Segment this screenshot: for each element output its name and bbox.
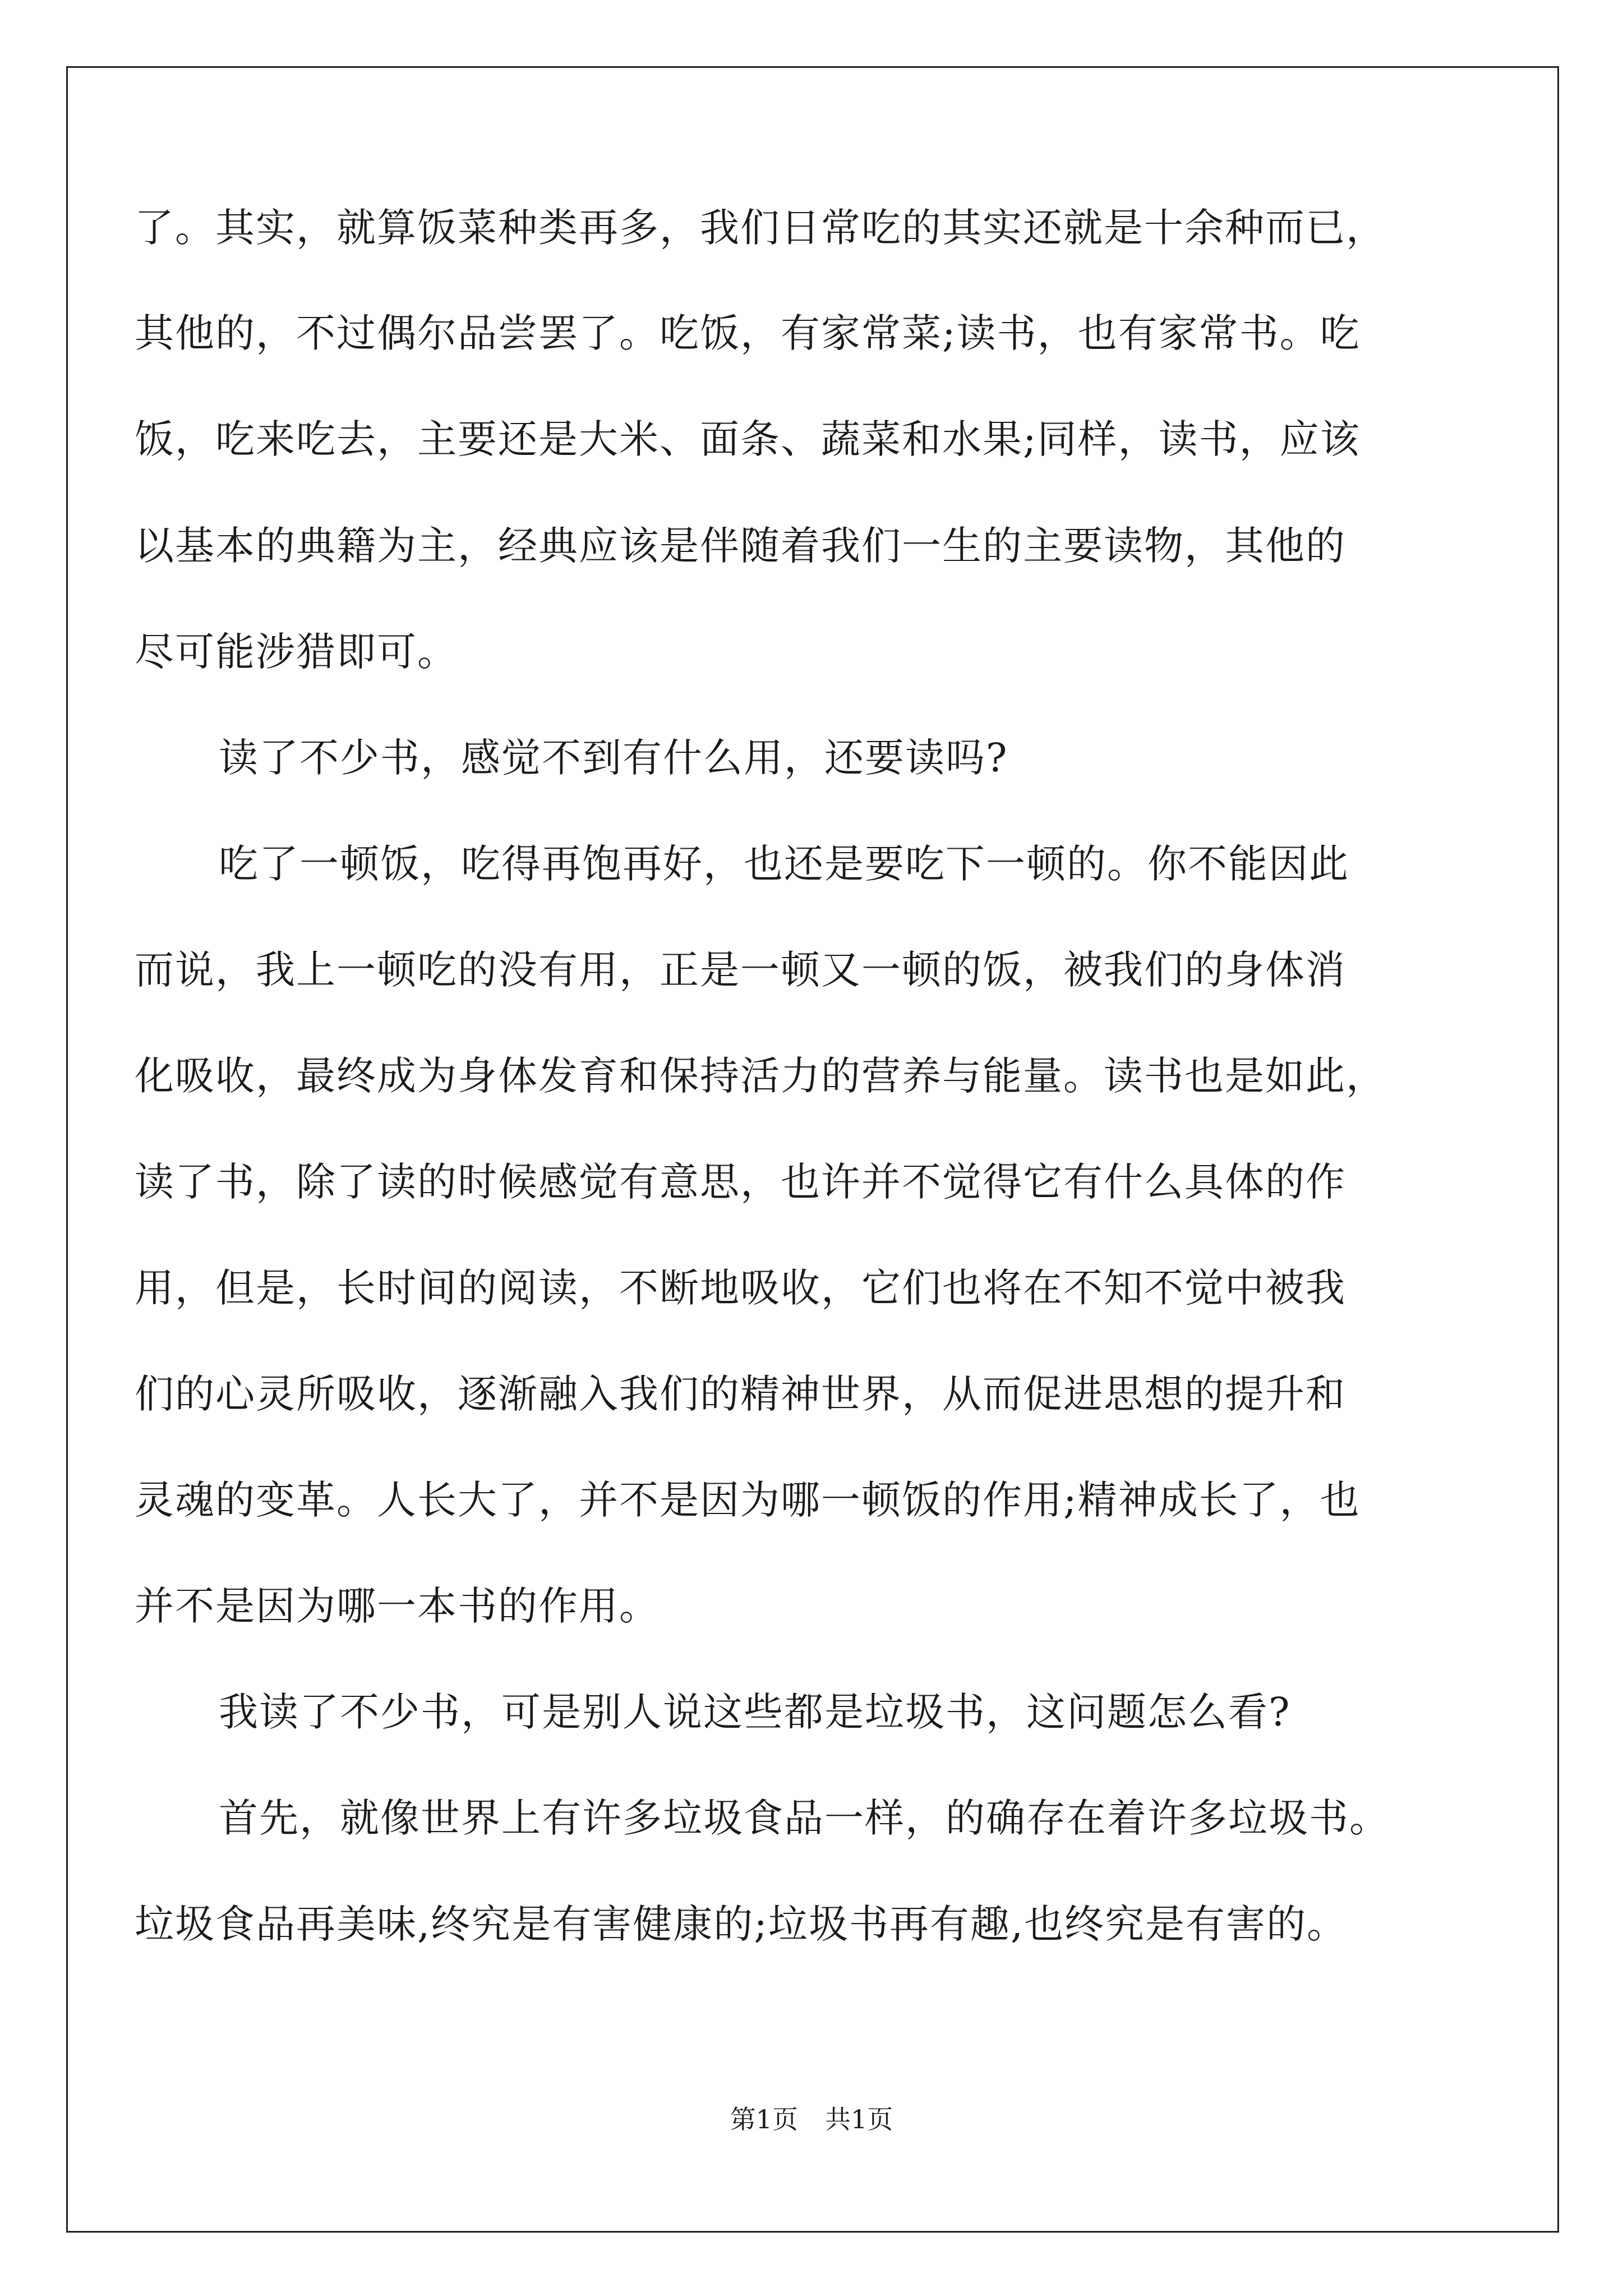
text-line: 并不是因为哪一本书的作用。 <box>135 1583 660 1629</box>
text-line: 灵魂的变革。人长大了，并不是因为哪一顿饭的作用;精神成长了，也 <box>135 1477 1361 1523</box>
text-line: 而说，我上一顿吃的没有用，正是一顿又一顿的饭，被我们的身体消 <box>135 947 1346 993</box>
text-line: 用，但是，长时间的阅读，不断地吸收，它们也将在不知不觉中被我 <box>135 1265 1346 1311</box>
text-line: 以基本的典籍为主，经典应该是伴随着我们一生的主要读物，其他的 <box>135 523 1346 569</box>
text-line: 们的心灵所吸收，逐渐融入我们的精神世界，从而促进思想的提升和 <box>135 1371 1346 1417</box>
page-number-total: 共1页 <box>825 2104 893 2134</box>
page-number-current: 第1页 <box>730 2104 798 2134</box>
text-line: 首先，就像世界上有许多垃圾食品一样，的确存在着许多垃圾书。 <box>219 1795 1390 1841</box>
text-line: 其他的，不过偶尔品尝罢了。吃饭，有家常菜;读书，也有家常书。吃 <box>135 310 1361 356</box>
page-footer <box>0 2097 1623 2142</box>
text-line: 垃圾食品再美味,终究是有害健康的;垃圾书再有趣,也终究是有害的。 <box>135 1901 1348 1947</box>
text-line: 尽可能涉猎即可。 <box>135 629 458 675</box>
text-line: 了。其实，就算饭菜种类再多，我们日常吃的其实还就是十余种而已， <box>135 205 1386 251</box>
text-line: 饭，吃来吃去，主要还是大米、面条、蔬菜和水果;同样，读书，应该 <box>135 416 1361 462</box>
text-line: 读了书，除了读的时候感觉有意思，也许并不觉得它有什么具体的作 <box>135 1159 1346 1205</box>
text-line: 化吸收，最终成为身体发育和保持活力的营养与能量。读书也是如此， <box>135 1053 1386 1099</box>
question-line: 读了不少书，感觉不到有什么用，还要读吗? <box>219 735 1008 781</box>
question-line: 我读了不少书，可是别人说这些都是垃圾书，这问题怎么看? <box>219 1689 1291 1735</box>
text-line: 吃了一顿饭，吃得再饱再好，也还是要吃下一顿的。你不能因此 <box>219 841 1349 887</box>
